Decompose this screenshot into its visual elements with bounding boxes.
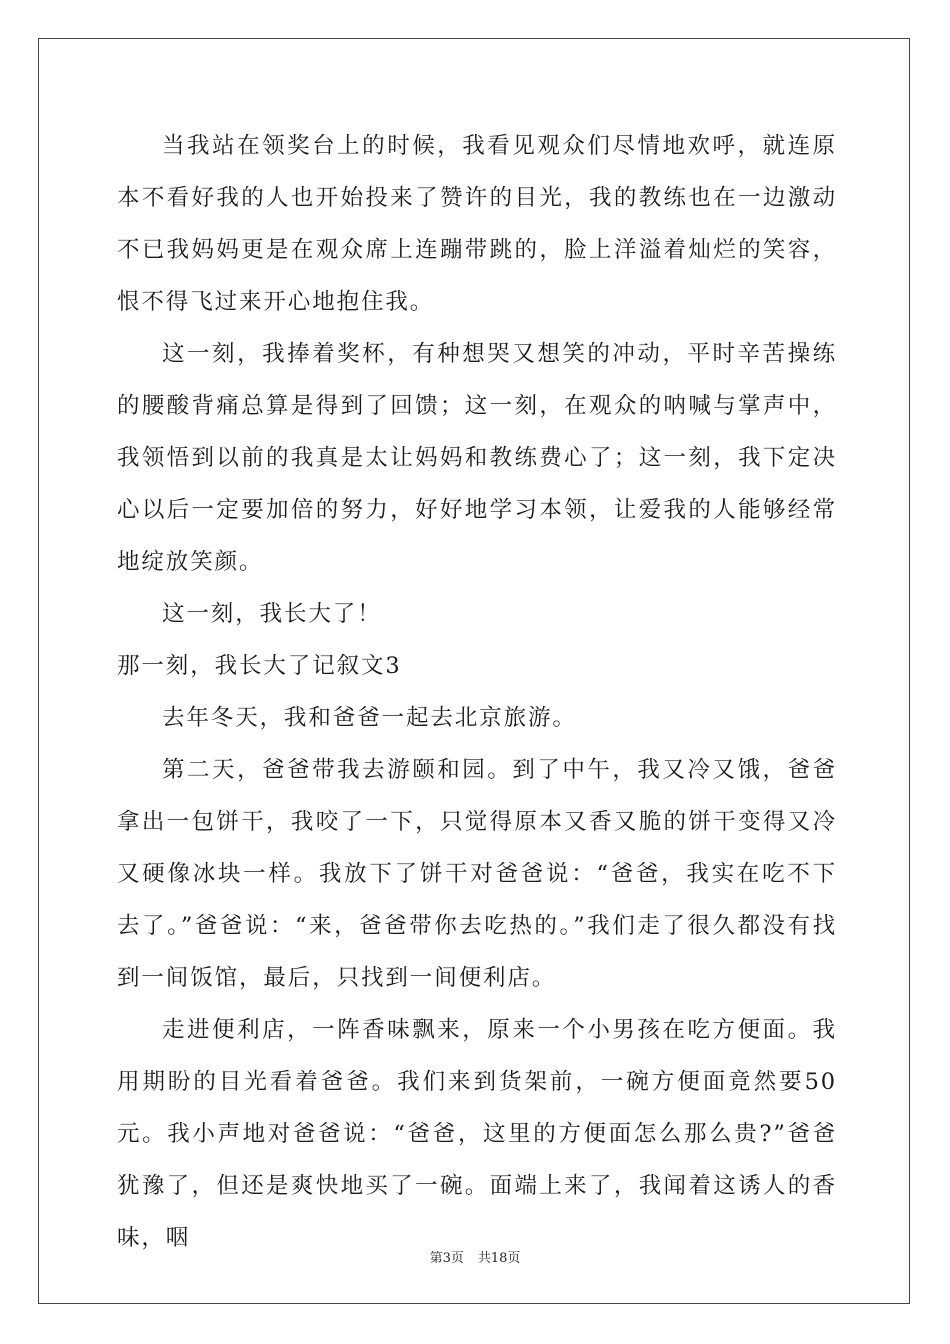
section-heading: 那一刻，我长大了记叙文3 [117, 653, 402, 679]
page-number: 第3页 [429, 1251, 464, 1266]
page-footer [0, 1247, 950, 1266]
paragraph-2: 这一刻，我捧着奖杯，有种想哭又想笑的冲动，平时辛苦操练的腰酸背痛总算是得到了回馈；这一刻，在观众的呐喊与掌声中，我领悟到以前的我真是太让妈妈和教练费心了；这一刻，我下定决心以后一定要加倍的努力，好好地学习本领，让爱我的人能够经常地绽放笑颜。 [117, 341, 837, 575]
paragraph-6: 走进便利店，一阵香味飘来，原来一个小男孩在吃方便面。我用期盼的目光看着爸爸。我们来到货架前，一碗方便面竟然要50元。我小声地对爸爸说：“爸爸，这里的方便面怎么那么贵?”爸爸犹豫了，但还是爽快地买了一碗。面端上来了，我闻着这诱人的香味，咽 [117, 1017, 837, 1251]
document-body [117, 120, 837, 1264]
paragraph-5: 第二天，爸爸带我去游颐和园。到了中午，我又冷又饿，爸爸拿出一包饼干，我咬了一下，只觉得原本又香又脆的饼干变得又冷又硬像冰块一样。我放下了饼干对爸爸说：“爸爸，我实在吃不下去了。”爸爸说：“来，爸爸带你去吃热的。”我们走了很久都没有找到一间饭馆，最后，只找到一间便利店。 [117, 757, 837, 991]
page-total: 共18页 [477, 1251, 521, 1266]
paragraph-4: 去年冬天，我和爸爸一起去北京旅游。 [162, 705, 577, 731]
paragraph-1: 当我站在领奖台上的时候，我看见观众们尽情地欢呼，就连原本不看好我的人也开始投来了赞许的目光，我的教练也在一边激动不已我妈妈更是在观众席上连蹦带跳的，脸上洋溢着灿烂的笑容，恨不得飞过来开心地抱住我。 [117, 133, 837, 315]
paragraph-3: 这一刻，我长大了！ [162, 601, 382, 627]
